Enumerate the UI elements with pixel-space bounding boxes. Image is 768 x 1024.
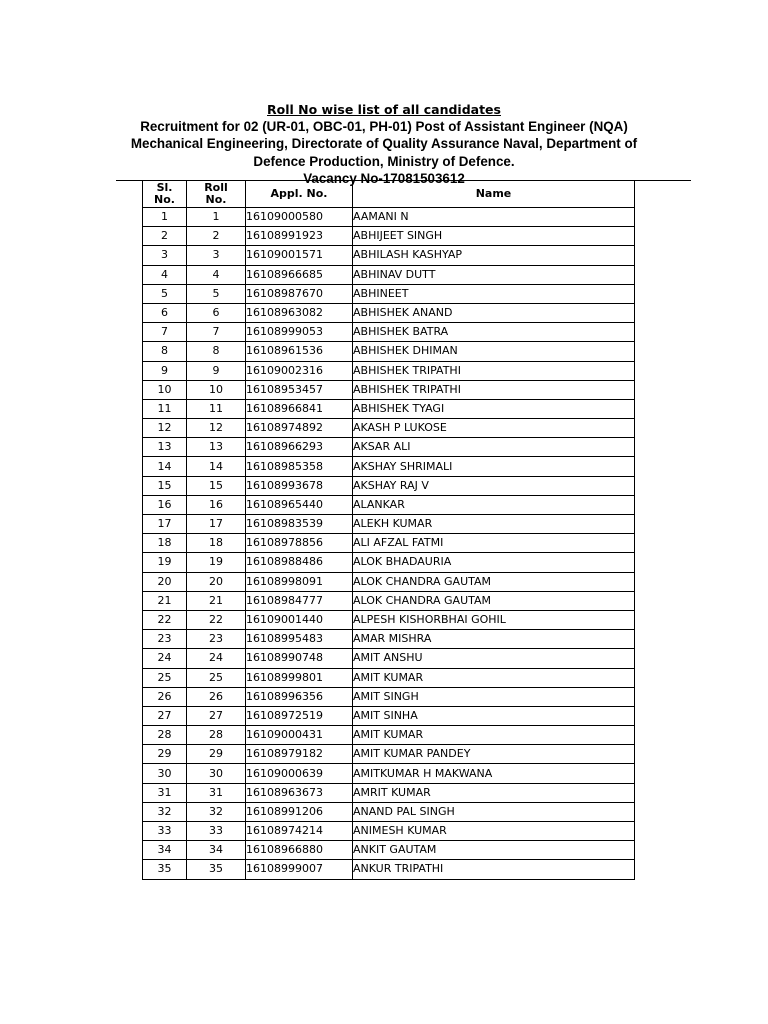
cell-roll-no: 30 bbox=[187, 764, 246, 783]
col-header-name: Name bbox=[353, 181, 635, 208]
candidates-table bbox=[142, 180, 635, 880]
cell-sl-no: 13 bbox=[143, 438, 187, 457]
table-row bbox=[143, 515, 635, 534]
col-header-roll-no bbox=[187, 181, 246, 208]
cell-appl-no: 16108972519 bbox=[246, 706, 353, 725]
cell-name: ABHINEET bbox=[353, 284, 635, 303]
cell-name: ABHISHEK TRIPATHI bbox=[353, 361, 635, 380]
cell-sl-no: 2 bbox=[143, 227, 187, 246]
cell-name: ALI AFZAL FATMI bbox=[353, 534, 635, 553]
col-header-sl-no-text: Sl. No. bbox=[154, 181, 175, 206]
table-row bbox=[143, 860, 635, 879]
cell-appl-no: 16108999007 bbox=[246, 860, 353, 879]
document-header bbox=[0, 101, 768, 188]
cell-roll-no: 6 bbox=[187, 303, 246, 322]
cell-roll-no: 11 bbox=[187, 399, 246, 418]
cell-roll-no: 14 bbox=[187, 457, 246, 476]
cell-roll-no: 5 bbox=[187, 284, 246, 303]
table-row bbox=[143, 630, 635, 649]
cell-name: ALEKH KUMAR bbox=[353, 515, 635, 534]
cell-name: ABHISHEK DHIMAN bbox=[353, 342, 635, 361]
cell-appl-no: 16108979182 bbox=[246, 745, 353, 764]
cell-roll-no: 25 bbox=[187, 668, 246, 687]
cell-sl-no: 20 bbox=[143, 572, 187, 591]
cell-name: ANKIT GAUTAM bbox=[353, 841, 635, 860]
cell-appl-no: 16109002316 bbox=[246, 361, 353, 380]
cell-roll-no: 3 bbox=[187, 246, 246, 265]
cell-roll-no: 32 bbox=[187, 802, 246, 821]
cell-roll-no: 31 bbox=[187, 783, 246, 802]
cell-name: ALOK BHADAURIA bbox=[353, 553, 635, 572]
cell-name: ALPESH KISHORBHAI GOHIL bbox=[353, 610, 635, 629]
table-row bbox=[143, 553, 635, 572]
cell-name: AMRIT KUMAR bbox=[353, 783, 635, 802]
table-row bbox=[143, 380, 635, 399]
cell-appl-no: 16108999801 bbox=[246, 668, 353, 687]
cell-appl-no: 16108995483 bbox=[246, 630, 353, 649]
table-row bbox=[143, 495, 635, 514]
cell-sl-no: 6 bbox=[143, 303, 187, 322]
title-line-2: Mechanical Engineering, Directorate of Quality Assurance Naval, Department of bbox=[130, 136, 638, 152]
table-row bbox=[143, 284, 635, 303]
cell-appl-no: 16109000431 bbox=[246, 726, 353, 745]
title-line-3: Defence Production, Ministry of Defence. bbox=[253, 153, 515, 169]
cell-appl-no: 16108983539 bbox=[246, 515, 353, 534]
cell-name: ABHISHEK TYAGI bbox=[353, 399, 635, 418]
table-row bbox=[143, 783, 635, 802]
cell-roll-no: 19 bbox=[187, 553, 246, 572]
cell-appl-no: 16109001571 bbox=[246, 246, 353, 265]
cell-name: ANKUR TRIPATHI bbox=[353, 860, 635, 879]
cell-roll-no: 22 bbox=[187, 610, 246, 629]
table-row bbox=[143, 687, 635, 706]
cell-appl-no: 16108998091 bbox=[246, 572, 353, 591]
cell-appl-no: 16108963082 bbox=[246, 303, 353, 322]
cell-sl-no: 21 bbox=[143, 591, 187, 610]
cell-appl-no: 16108991923 bbox=[246, 227, 353, 246]
cell-name: AKASH P LUKOSE bbox=[353, 419, 635, 438]
cell-sl-no: 12 bbox=[143, 419, 187, 438]
col-header-sl-no bbox=[143, 181, 187, 208]
cell-appl-no: 16108966880 bbox=[246, 841, 353, 860]
table-row bbox=[143, 764, 635, 783]
cell-roll-no: 12 bbox=[187, 419, 246, 438]
cell-appl-no: 16108988486 bbox=[246, 553, 353, 572]
table-row bbox=[143, 745, 635, 764]
cell-roll-no: 8 bbox=[187, 342, 246, 361]
table-row bbox=[143, 572, 635, 591]
cell-roll-no: 15 bbox=[187, 476, 246, 495]
cell-roll-no: 16 bbox=[187, 495, 246, 514]
table-row bbox=[143, 802, 635, 821]
cell-appl-no: 16108966841 bbox=[246, 399, 353, 418]
cell-sl-no: 8 bbox=[143, 342, 187, 361]
cell-roll-no: 35 bbox=[187, 860, 246, 879]
table-row bbox=[143, 668, 635, 687]
cell-name: AMIT KUMAR bbox=[353, 668, 635, 687]
cell-sl-no: 5 bbox=[143, 284, 187, 303]
cell-appl-no: 16108961536 bbox=[246, 342, 353, 361]
cell-roll-no: 13 bbox=[187, 438, 246, 457]
cell-sl-no: 19 bbox=[143, 553, 187, 572]
cell-name: AKSAR ALI bbox=[353, 438, 635, 457]
cell-appl-no: 16108993678 bbox=[246, 476, 353, 495]
cell-sl-no: 3 bbox=[143, 246, 187, 265]
col-header-roll-no-text: Roll No. bbox=[204, 181, 228, 206]
cell-name: ANIMESH KUMAR bbox=[353, 822, 635, 841]
cell-roll-no: 33 bbox=[187, 822, 246, 841]
cell-roll-no: 18 bbox=[187, 534, 246, 553]
cell-name: AMIT KUMAR bbox=[353, 726, 635, 745]
cell-roll-no: 20 bbox=[187, 572, 246, 591]
cell-name: AMIT ANSHU bbox=[353, 649, 635, 668]
cell-name: AKSHAY SHRIMALI bbox=[353, 457, 635, 476]
cell-appl-no: 16108999053 bbox=[246, 323, 353, 342]
table-row bbox=[143, 399, 635, 418]
table-row bbox=[143, 476, 635, 495]
cell-sl-no: 27 bbox=[143, 706, 187, 725]
cell-name: ALANKAR bbox=[353, 495, 635, 514]
cell-sl-no: 31 bbox=[143, 783, 187, 802]
cell-roll-no: 23 bbox=[187, 630, 246, 649]
cell-appl-no: 16109001440 bbox=[246, 610, 353, 629]
cell-sl-no: 33 bbox=[143, 822, 187, 841]
cell-roll-no: 28 bbox=[187, 726, 246, 745]
cell-appl-no: 16108965440 bbox=[246, 495, 353, 514]
cell-sl-no: 14 bbox=[143, 457, 187, 476]
cell-appl-no: 16109000639 bbox=[246, 764, 353, 783]
col-header-appl-no: Appl. No. bbox=[246, 181, 353, 208]
cell-roll-no: 4 bbox=[187, 265, 246, 284]
cell-name: AMIT SINHA bbox=[353, 706, 635, 725]
cell-sl-no: 7 bbox=[143, 323, 187, 342]
cell-sl-no: 22 bbox=[143, 610, 187, 629]
cell-sl-no: 17 bbox=[143, 515, 187, 534]
vacancy-number: Vacancy No-17081503612 bbox=[303, 171, 465, 187]
cell-sl-no: 34 bbox=[143, 841, 187, 860]
cell-sl-no: 9 bbox=[143, 361, 187, 380]
cell-appl-no: 16108985358 bbox=[246, 457, 353, 476]
cell-name: AKSHAY RAJ V bbox=[353, 476, 635, 495]
cell-appl-no: 16108966293 bbox=[246, 438, 353, 457]
cell-sl-no: 4 bbox=[143, 265, 187, 284]
cell-appl-no: 16108953457 bbox=[246, 380, 353, 399]
cell-sl-no: 11 bbox=[143, 399, 187, 418]
cell-sl-no: 32 bbox=[143, 802, 187, 821]
cell-name: ABHILASH KASHYAP bbox=[353, 246, 635, 265]
list-subtitle: Roll No wise list of all candidates bbox=[267, 102, 501, 117]
table-row bbox=[143, 342, 635, 361]
table-row bbox=[143, 706, 635, 725]
cell-name: AMIT KUMAR PANDEY bbox=[353, 745, 635, 764]
cell-appl-no: 16108963673 bbox=[246, 783, 353, 802]
table-body bbox=[143, 208, 635, 880]
cell-appl-no: 16108966685 bbox=[246, 265, 353, 284]
table-row bbox=[143, 726, 635, 745]
table-row bbox=[143, 591, 635, 610]
table-header-row bbox=[143, 181, 635, 208]
table-row bbox=[143, 457, 635, 476]
table-row bbox=[143, 438, 635, 457]
cell-roll-no: 34 bbox=[187, 841, 246, 860]
cell-sl-no: 25 bbox=[143, 668, 187, 687]
cell-sl-no: 16 bbox=[143, 495, 187, 514]
table-row bbox=[143, 361, 635, 380]
cell-roll-no: 26 bbox=[187, 687, 246, 706]
cell-appl-no: 16108990748 bbox=[246, 649, 353, 668]
cell-sl-no: 10 bbox=[143, 380, 187, 399]
cell-roll-no: 2 bbox=[187, 227, 246, 246]
cell-appl-no: 16108996356 bbox=[246, 687, 353, 706]
cell-appl-no: 16108974214 bbox=[246, 822, 353, 841]
cell-roll-no: 7 bbox=[187, 323, 246, 342]
cell-name: AMIT SINGH bbox=[353, 687, 635, 706]
cell-name: AMAR MISHRA bbox=[353, 630, 635, 649]
cell-sl-no: 18 bbox=[143, 534, 187, 553]
cell-name: AAMANI N bbox=[353, 208, 635, 227]
table-row bbox=[143, 208, 635, 227]
cell-roll-no: 21 bbox=[187, 591, 246, 610]
cell-name: ABHISHEK TRIPATHI bbox=[353, 380, 635, 399]
cell-sl-no: 23 bbox=[143, 630, 187, 649]
cell-appl-no: 16108978856 bbox=[246, 534, 353, 553]
table-row bbox=[143, 534, 635, 553]
cell-name: ABHISHEK ANAND bbox=[353, 303, 635, 322]
table-row bbox=[143, 649, 635, 668]
cell-sl-no: 35 bbox=[143, 860, 187, 879]
cell-name: ABHINAV DUTT bbox=[353, 265, 635, 284]
table-row bbox=[143, 841, 635, 860]
cell-sl-no: 26 bbox=[143, 687, 187, 706]
table-row bbox=[143, 323, 635, 342]
cell-sl-no: 29 bbox=[143, 745, 187, 764]
cell-appl-no: 16108984777 bbox=[246, 591, 353, 610]
cell-sl-no: 28 bbox=[143, 726, 187, 745]
cell-name: ANAND PAL SINGH bbox=[353, 802, 635, 821]
cell-name: ABHIJEET SINGH bbox=[353, 227, 635, 246]
cell-roll-no: 27 bbox=[187, 706, 246, 725]
table-row bbox=[143, 303, 635, 322]
table-row bbox=[143, 265, 635, 284]
cell-roll-no: 17 bbox=[187, 515, 246, 534]
cell-roll-no: 1 bbox=[187, 208, 246, 227]
cell-name: ALOK CHANDRA GAUTAM bbox=[353, 591, 635, 610]
table-row bbox=[143, 227, 635, 246]
cell-sl-no: 15 bbox=[143, 476, 187, 495]
cell-name: AMITKUMAR H MAKWANA bbox=[353, 764, 635, 783]
cell-sl-no: 30 bbox=[143, 764, 187, 783]
cell-name: ALOK CHANDRA GAUTAM bbox=[353, 572, 635, 591]
cell-sl-no: 1 bbox=[143, 208, 187, 227]
title-line-1: Recruitment for 02 (UR-01, OBC-01, PH-01) Post of Assistant Engineer (NQA) bbox=[140, 119, 628, 134]
table-row bbox=[143, 610, 635, 629]
table-row bbox=[143, 822, 635, 841]
cell-roll-no: 29 bbox=[187, 745, 246, 764]
cell-appl-no: 16109000580 bbox=[246, 208, 353, 227]
cell-appl-no: 16108991206 bbox=[246, 802, 353, 821]
table-row bbox=[143, 246, 635, 265]
cell-roll-no: 9 bbox=[187, 361, 246, 380]
cell-appl-no: 16108987670 bbox=[246, 284, 353, 303]
cell-name: ABHISHEK BATRA bbox=[353, 323, 635, 342]
cell-appl-no: 16108974892 bbox=[246, 419, 353, 438]
table-row bbox=[143, 419, 635, 438]
cell-roll-no: 24 bbox=[187, 649, 246, 668]
cell-roll-no: 10 bbox=[187, 380, 246, 399]
cell-sl-no: 24 bbox=[143, 649, 187, 668]
